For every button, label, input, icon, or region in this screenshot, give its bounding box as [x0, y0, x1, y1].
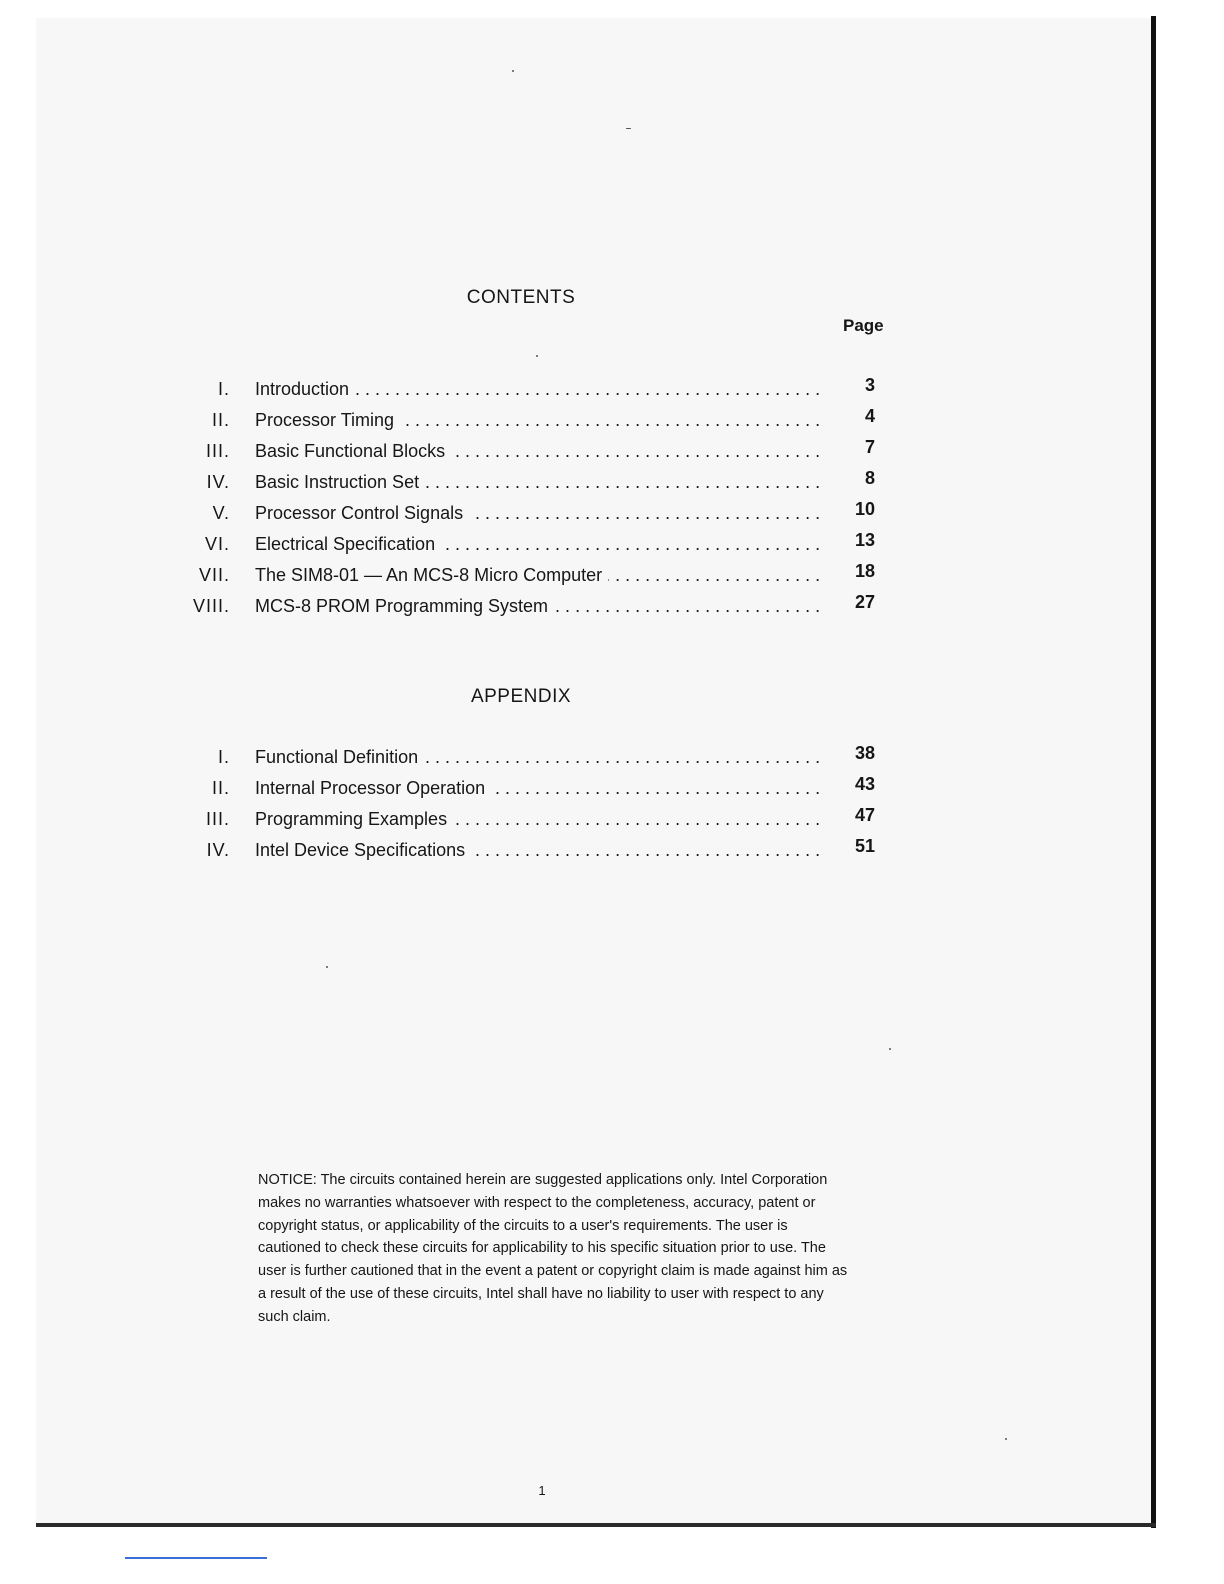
toc-entry-number: II.: [211, 410, 230, 430]
page-right-edge-shadow: [1151, 16, 1156, 1528]
page-column-label: Page: [843, 316, 884, 335]
toc-entry: [150, 407, 890, 438]
toc-entry: [150, 562, 890, 593]
toc-entry-title: Introduction . . .: [255, 376, 825, 402]
toc-entry-number: VII.: [198, 565, 230, 585]
contents-heading: CONTENTS: [466, 287, 576, 308]
toc-entry: [150, 469, 890, 500]
scan-speck: [889, 1048, 891, 1050]
appendix-entry: [150, 744, 890, 775]
appendix-entry-page: 51: [854, 836, 875, 856]
scan-speck: [536, 355, 538, 357]
page-bottom-edge-shadow: [36, 1523, 1156, 1527]
toc-entry: [150, 593, 890, 624]
contents-list: [150, 376, 890, 624]
toc-entry-title: Basic Functional Blocks . . .: [255, 438, 825, 464]
toc-entry-title: MCS-8 PROM Programming System . . .: [255, 593, 825, 619]
toc-entry-page: 7: [864, 437, 875, 457]
toc-entry-number: VI.: [204, 534, 230, 554]
toc-entry-number: III.: [205, 441, 230, 461]
appendix-entry-title: Intel Device Specifications . . .: [255, 837, 825, 863]
scan-speck: [512, 70, 514, 72]
toc-entry-number: IV.: [206, 472, 230, 492]
toc-entry: [150, 531, 890, 562]
toc-entry-page: 8: [864, 468, 875, 488]
appendix-entry-number: IV.: [206, 840, 230, 860]
toc-entry-title: Basic Instruction Set . . .: [255, 469, 825, 495]
appendix-entry-number: II.: [211, 778, 230, 798]
scan-speck: [326, 966, 328, 968]
toc-entry-page: 13: [854, 530, 875, 550]
appendix-entry-title: Programming Examples . . .: [255, 806, 825, 832]
toc-entry-title: Processor Timing . . .: [255, 407, 825, 433]
toc-entry-page: 3: [864, 375, 875, 395]
appendix-entry: [150, 837, 890, 868]
scan-speck: [1005, 1438, 1007, 1440]
toc-entry-number: V.: [212, 503, 230, 523]
legal-notice: NOTICE: The circuits contained herein are suggested applications only. Intel Corporation makes no warranties whatsoever with respect to the completeness, accuracy, patent or copyright status, or applicability of the circuits to a user's requirements. The user is cautioned to check these circuits for applicability to his specific situation prior to use. The user is further cautioned that in the event a patent or copyright claim is made against him as a result of the use of these circuits, Intel shall have no liability to user with respect to any such claim.: [258, 1172, 848, 1325]
toc-entry: [150, 438, 890, 469]
toc-entry: [150, 500, 890, 531]
scan-speck: [626, 128, 631, 129]
toc-entry-title: Electrical Specification . . .: [255, 531, 825, 557]
toc-entry: [150, 376, 890, 407]
appendix-entry-title: Functional Definition . . .: [255, 744, 825, 770]
appendix-entry-title: Internal Processor Operation . . .: [255, 775, 825, 801]
appendix-entry-number: I.: [217, 747, 230, 767]
appendix-entry-page: 38: [854, 743, 875, 763]
toc-entry-page: 10: [854, 499, 875, 519]
appendix-heading: APPENDIX: [470, 686, 572, 707]
toc-entry-title: The SIM8-01 — An MCS-8 Micro Computer . . .: [255, 562, 825, 588]
page-number: 1: [538, 1483, 546, 1498]
appendix-entry: [150, 806, 890, 837]
appendix-list: [150, 744, 890, 868]
scan-artifact-line: [125, 1557, 267, 1559]
appendix-entry-number: III.: [205, 809, 230, 829]
appendix-entry-page: 47: [854, 805, 875, 825]
appendix-entry-page: 43: [854, 774, 875, 794]
toc-entry-number: VIII.: [192, 596, 230, 616]
toc-entry-page: 27: [854, 592, 875, 612]
toc-entry-title: Processor Control Signals . . .: [255, 500, 825, 526]
appendix-entry: [150, 775, 890, 806]
toc-entry-page: 18: [854, 561, 875, 581]
toc-entry-page: 4: [864, 406, 875, 426]
toc-entry-number: I.: [217, 379, 230, 399]
